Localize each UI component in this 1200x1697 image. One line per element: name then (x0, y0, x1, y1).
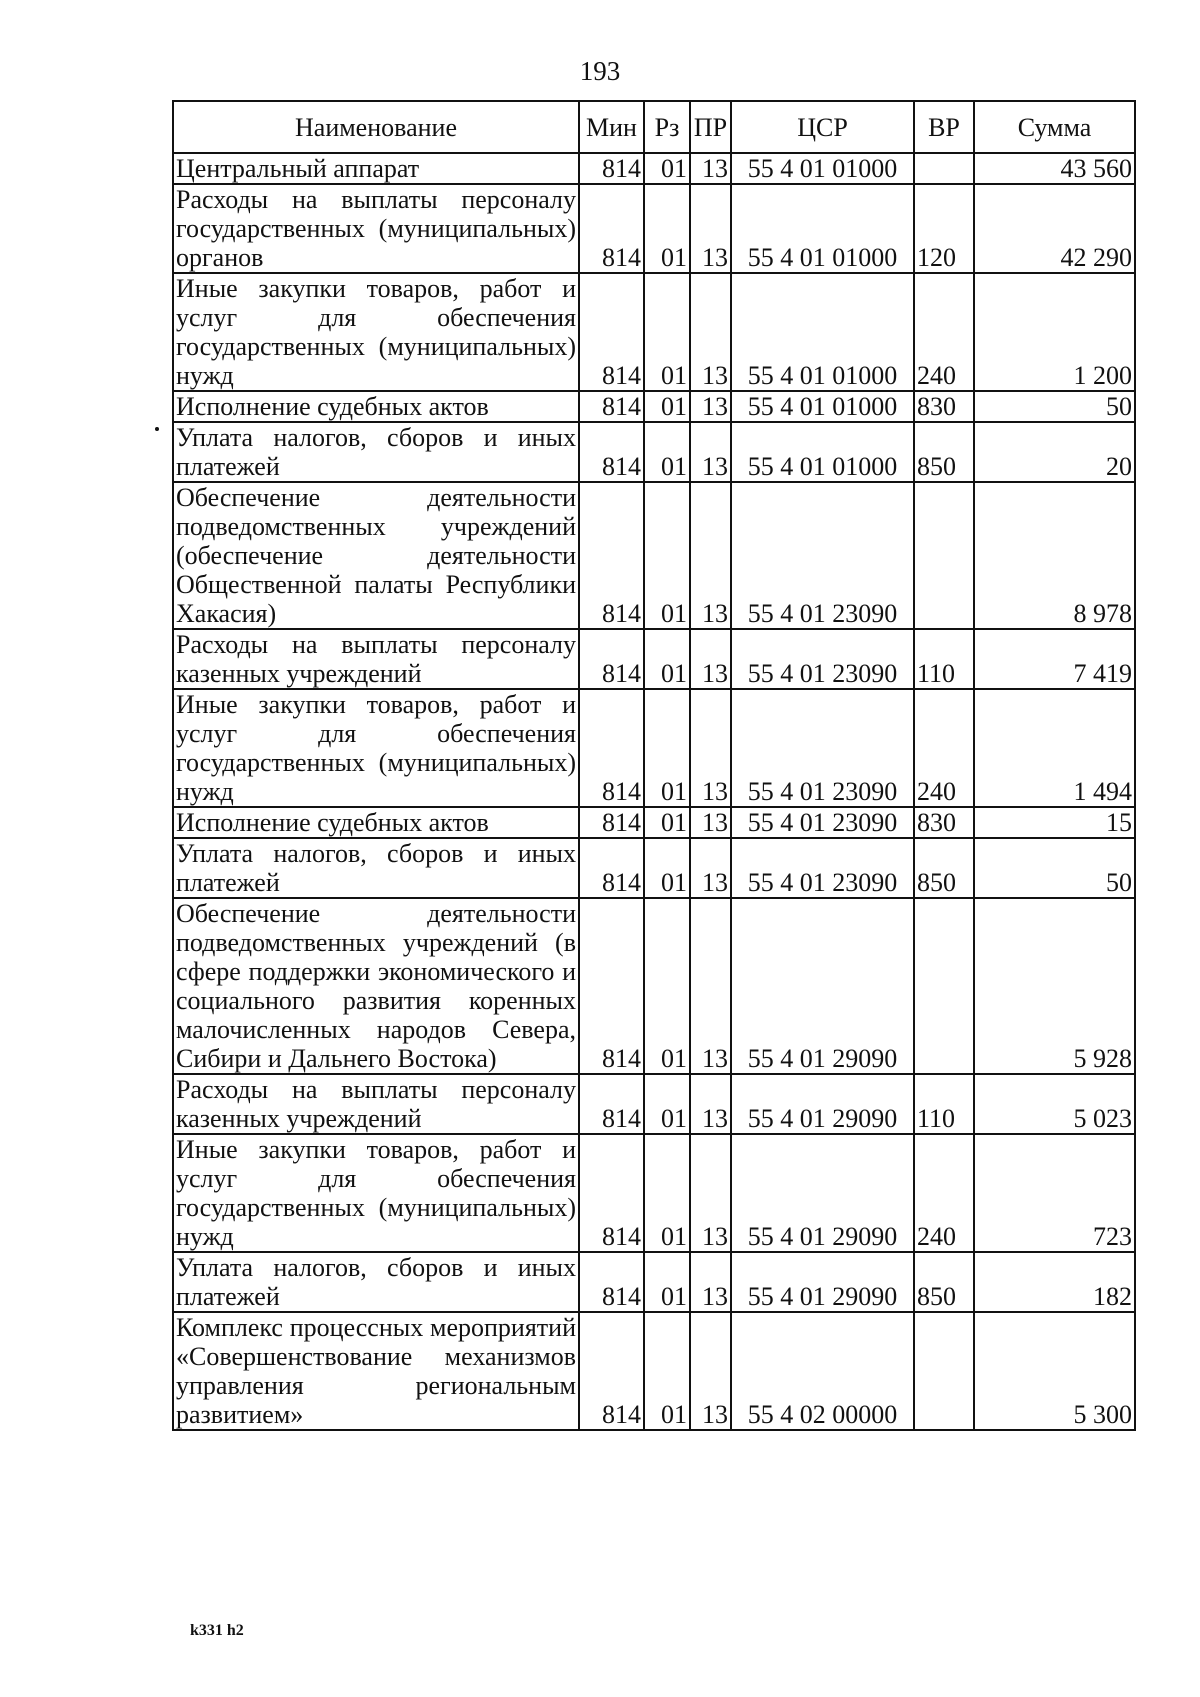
cell-pr: 13 (690, 1134, 731, 1252)
cell-pr: 13 (690, 1074, 731, 1134)
cell-pr: 13 (690, 807, 731, 838)
cell-rz: 01 (644, 838, 690, 898)
cell-csr: 55 4 01 01000 (731, 422, 914, 482)
cell-sum: 42 290 (974, 184, 1135, 273)
cell-vr: 240 (914, 1134, 974, 1252)
cell-rz: 01 (644, 1134, 690, 1252)
cell-sum: 7 419 (974, 629, 1135, 689)
cell-name: Расходы на выплаты персоналу государственных (муниципальных) органов (173, 184, 579, 273)
cell-pr: 13 (690, 422, 731, 482)
header-min: Мин (579, 101, 644, 153)
cell-rz: 01 (644, 184, 690, 273)
cell-csr: 55 4 01 01000 (731, 273, 914, 391)
cell-name: Иные закупки товаров, работ и услуг для обеспечения государственных (муниципальных) нужд (173, 689, 579, 807)
cell-pr: 13 (690, 273, 731, 391)
cell-csr: 55 4 01 23090 (731, 838, 914, 898)
cell-name: Иные закупки товаров, работ и услуг для обеспечения государственных (муниципальных) нужд (173, 1134, 579, 1252)
cell-rz: 01 (644, 898, 690, 1074)
table-row (173, 1134, 1135, 1252)
table-row (173, 689, 1135, 807)
cell-rz: 01 (644, 629, 690, 689)
cell-min: 814 (579, 482, 644, 629)
cell-sum: 50 (974, 838, 1135, 898)
cell-vr: 830 (914, 807, 974, 838)
budget-table (172, 100, 1136, 1431)
cell-min: 814 (579, 1312, 644, 1430)
cell-sum: 723 (974, 1134, 1135, 1252)
table-row (173, 153, 1135, 184)
cell-name: Уплата налогов, сборов и иных платежей (173, 1252, 579, 1312)
cell-csr: 55 4 01 23090 (731, 629, 914, 689)
cell-csr: 55 4 01 29090 (731, 898, 914, 1074)
cell-csr: 55 4 01 01000 (731, 153, 914, 184)
cell-rz: 01 (644, 273, 690, 391)
cell-vr (914, 1312, 974, 1430)
cell-csr: 55 4 01 23090 (731, 807, 914, 838)
cell-vr: 110 (914, 629, 974, 689)
cell-rz: 01 (644, 1252, 690, 1312)
cell-csr: 55 4 01 29090 (731, 1074, 914, 1134)
table-row (173, 838, 1135, 898)
cell-name: Центральный аппарат (173, 153, 579, 184)
header-sum: Сумма (974, 101, 1135, 153)
cell-min: 814 (579, 807, 644, 838)
cell-vr (914, 153, 974, 184)
cell-rz: 01 (644, 391, 690, 422)
table-row (173, 629, 1135, 689)
cell-csr: 55 4 01 23090 (731, 689, 914, 807)
cell-sum: 1 200 (974, 273, 1135, 391)
table-row (173, 807, 1135, 838)
cell-min: 814 (579, 689, 644, 807)
cell-vr: 240 (914, 689, 974, 807)
cell-sum: 8 978 (974, 482, 1135, 629)
cell-pr: 13 (690, 482, 731, 629)
cell-vr: 830 (914, 391, 974, 422)
table-row (173, 273, 1135, 391)
cell-sum: 20 (974, 422, 1135, 482)
cell-min: 814 (579, 184, 644, 273)
cell-vr: 850 (914, 422, 974, 482)
cell-name: Уплата налогов, сборов и иных платежей (173, 422, 579, 482)
header-vr: ВР (914, 101, 974, 153)
cell-rz: 01 (644, 807, 690, 838)
table-row (173, 391, 1135, 422)
cell-pr: 13 (690, 153, 731, 184)
cell-sum: 5 023 (974, 1074, 1135, 1134)
cell-rz: 01 (644, 1312, 690, 1430)
table-row (173, 184, 1135, 273)
cell-pr: 13 (690, 1252, 731, 1312)
cell-min: 814 (579, 1134, 644, 1252)
cell-min: 814 (579, 391, 644, 422)
cell-min: 814 (579, 153, 644, 184)
cell-csr: 55 4 02 00000 (731, 1312, 914, 1430)
cell-rz: 01 (644, 482, 690, 629)
cell-vr: 850 (914, 838, 974, 898)
cell-csr: 55 4 01 23090 (731, 482, 914, 629)
table-header-row (173, 101, 1135, 153)
cell-sum: 43 560 (974, 153, 1135, 184)
cell-name: Уплата налогов, сборов и иных платежей (173, 838, 579, 898)
page-number: 193 (579, 56, 621, 86)
cell-sum: 15 (974, 807, 1135, 838)
cell-pr: 13 (690, 1312, 731, 1430)
cell-vr: 850 (914, 1252, 974, 1312)
cell-pr: 13 (690, 184, 731, 273)
cell-min: 814 (579, 273, 644, 391)
cell-sum: 1 494 (974, 689, 1135, 807)
cell-min: 814 (579, 898, 644, 1074)
cell-csr: 55 4 01 29090 (731, 1252, 914, 1312)
cell-vr (914, 482, 974, 629)
cell-vr: 120 (914, 184, 974, 273)
cell-pr: 13 (690, 689, 731, 807)
header-pr: ПР (690, 101, 731, 153)
cell-rz: 01 (644, 422, 690, 482)
cell-rz: 01 (644, 689, 690, 807)
cell-name: Обеспечение деятельности подведомственных учреждений (в сфере поддержки экономического и социального развития коренных малочисленных народов Севера, Сибири и Дальнего Востока) (173, 898, 579, 1074)
table-row (173, 422, 1135, 482)
cell-vr: 240 (914, 273, 974, 391)
header-csr: ЦСР (731, 101, 914, 153)
cell-csr: 55 4 01 01000 (731, 184, 914, 273)
cell-min: 814 (579, 422, 644, 482)
cell-csr: 55 4 01 29090 (731, 1134, 914, 1252)
cell-min: 814 (579, 1074, 644, 1134)
header-name: Наименование (173, 101, 579, 153)
cell-name: Расходы на выплаты персоналу казенных учреждений (173, 629, 579, 689)
cell-min: 814 (579, 629, 644, 689)
header-rz: Рз (644, 101, 690, 153)
cell-sum: 5 928 (974, 898, 1135, 1074)
cell-sum: 182 (974, 1252, 1135, 1312)
table-body (173, 153, 1135, 1430)
cell-sum: 50 (974, 391, 1135, 422)
cell-name: Комплекс процессных мероприятий «Совершенствование механизмов управления региональным развитием» (173, 1312, 579, 1430)
cell-pr: 13 (690, 629, 731, 689)
footer-code: k331 h2 (190, 1622, 244, 1639)
cell-min: 814 (579, 838, 644, 898)
table-row (173, 1312, 1135, 1430)
cell-csr: 55 4 01 01000 (731, 391, 914, 422)
cell-name: Расходы на выплаты персоналу казенных учреждений (173, 1074, 579, 1134)
cell-sum: 5 300 (974, 1312, 1135, 1430)
cell-pr: 13 (690, 838, 731, 898)
cell-rz: 01 (644, 153, 690, 184)
cell-name: Иные закупки товаров, работ и услуг для обеспечения государственных (муниципальных) нужд (173, 273, 579, 391)
cell-rz: 01 (644, 1074, 690, 1134)
cell-name: Исполнение судебных актов (173, 807, 579, 838)
table-row (173, 482, 1135, 629)
cell-vr: 110 (914, 1074, 974, 1134)
cell-name: Исполнение судебных актов (173, 391, 579, 422)
cell-pr: 13 (690, 391, 731, 422)
table-row (173, 1074, 1135, 1134)
cell-min: 814 (579, 1252, 644, 1312)
cell-vr (914, 898, 974, 1074)
cell-name: Обеспечение деятельности подведомственных учреждений (обеспечение деятельности Общественной палаты Республики Хакасия) (173, 482, 579, 629)
stray-dot (155, 427, 159, 431)
cell-pr: 13 (690, 898, 731, 1074)
table-row (173, 1252, 1135, 1312)
table-row (173, 898, 1135, 1074)
